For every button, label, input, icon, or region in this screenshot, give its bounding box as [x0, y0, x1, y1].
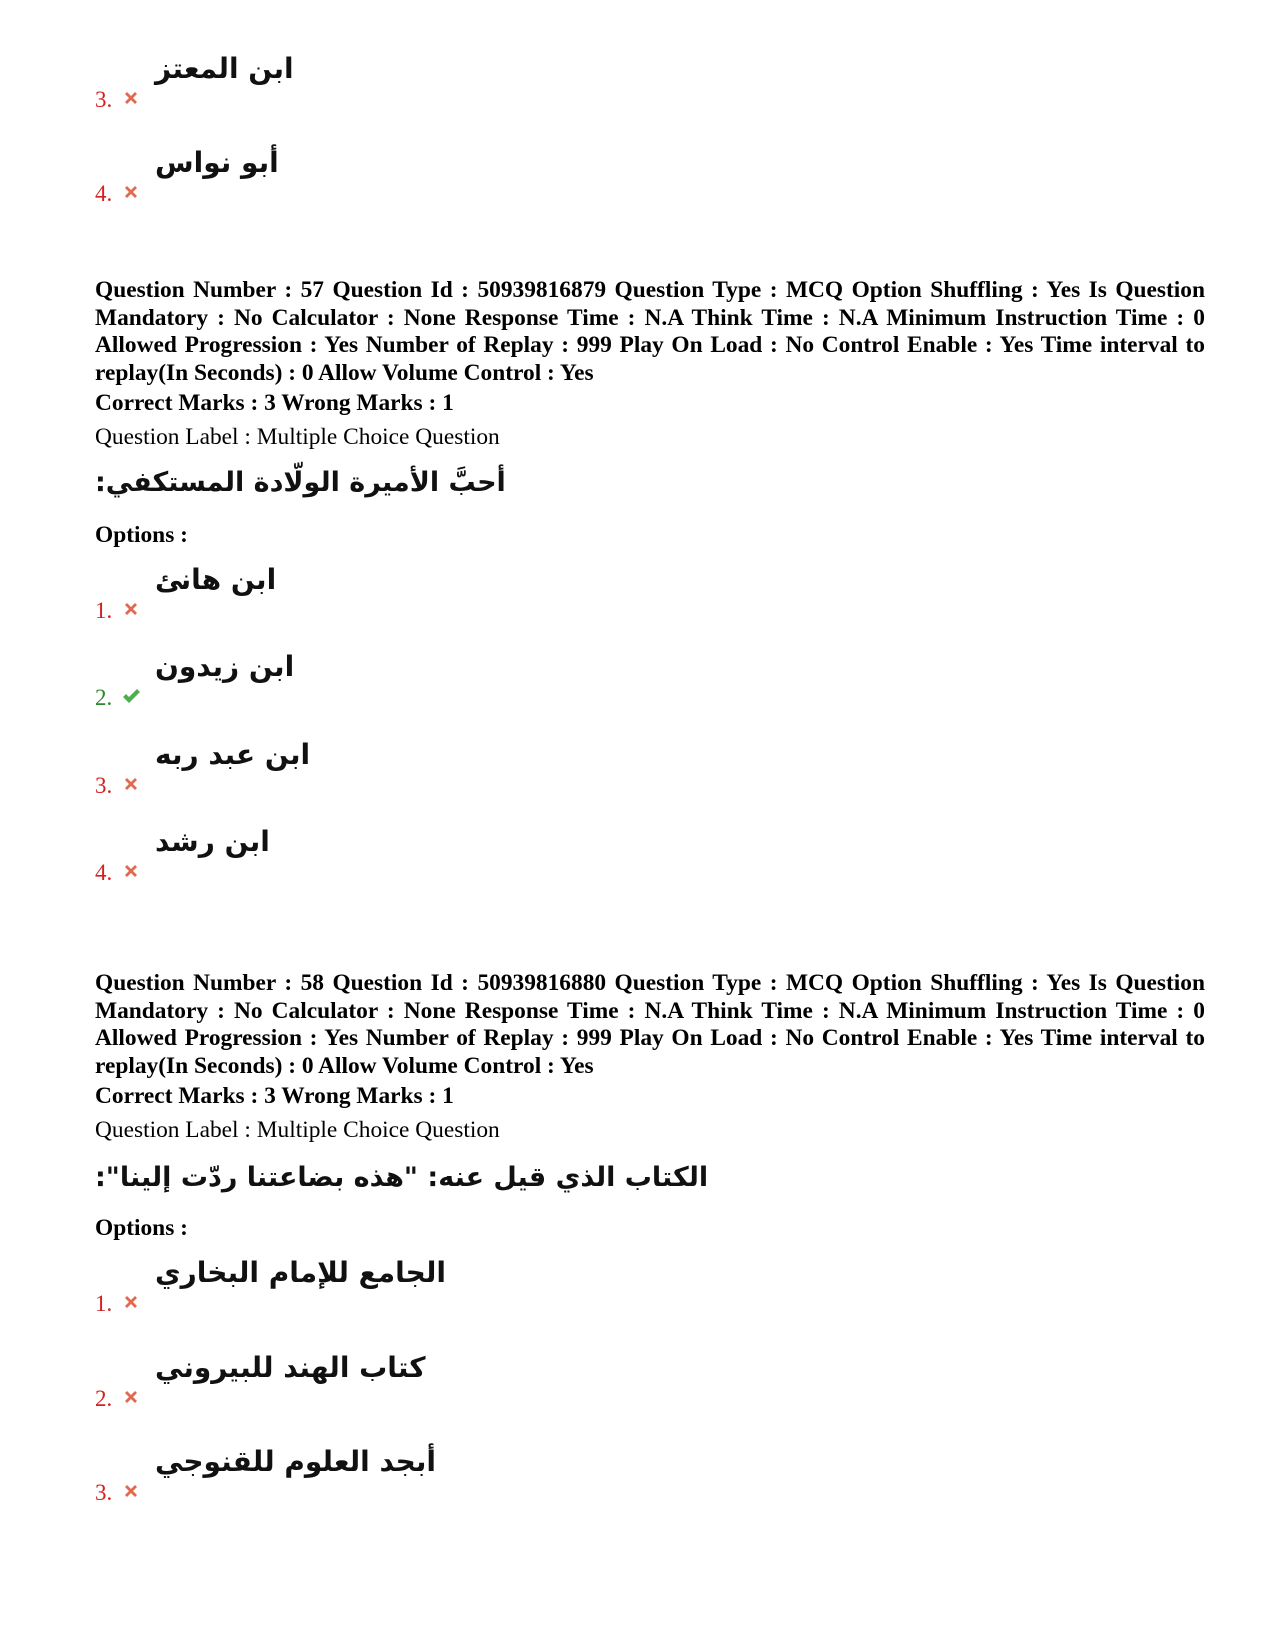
option-text: ابن عبد ربه	[155, 738, 311, 771]
question-text: أحبَّ الأميرة الولّادة المستكفي:	[95, 467, 506, 498]
option-item	[95, 1351, 795, 1411]
wrong-cross-icon	[121, 88, 141, 108]
option-text: ابن زيدون	[155, 650, 295, 683]
option-number: 3.	[95, 773, 113, 798]
option-number: 1.	[95, 1291, 113, 1316]
option-number: 2.	[95, 685, 113, 710]
wrong-cross-icon	[121, 1481, 141, 1501]
option-number: 3.	[95, 1480, 113, 1505]
options-heading: Options :	[95, 1215, 188, 1241]
option-text: أبو نواس	[155, 146, 279, 179]
correct-check-icon	[121, 686, 141, 706]
option-item	[95, 1445, 795, 1505]
option-text: الجامع للإمام البخاري	[155, 1256, 446, 1289]
option-text: ابن هانئ	[155, 563, 277, 596]
option-item	[95, 52, 795, 112]
option-text: ابن رشد	[155, 825, 270, 858]
wrong-cross-icon	[121, 1387, 141, 1407]
wrong-cross-icon	[121, 774, 141, 794]
wrong-cross-icon	[121, 861, 141, 881]
option-text: كتاب الهند للبيروني	[155, 1351, 426, 1384]
option-item	[95, 825, 795, 885]
option-item	[95, 1256, 795, 1316]
question-meta: Question Number : 58 Question Id : 50939816880 Question Type : MCQ Option Shuffling : Yes Is Question Mandatory : No Calculator : None Response Time : N.A Think Time : N.A Minimum Instruction Time : 0 Allowed Progression : Yes Number of Replay : 999 Play On Load : No Control Enable : Yes Time interval to replay(In Seconds) : 0 Allow Volume Control : Yes	[95, 970, 1205, 1079]
wrong-cross-icon	[121, 182, 141, 202]
option-item	[95, 738, 795, 798]
question-label: Question Label : Multiple Choice Question	[95, 1117, 500, 1143]
option-number: 1.	[95, 598, 113, 623]
options-heading: Options :	[95, 522, 188, 548]
option-item	[95, 563, 795, 623]
option-number: 4.	[95, 860, 113, 885]
option-text: ابن المعتز	[155, 52, 294, 85]
wrong-cross-icon	[121, 599, 141, 619]
question-meta: Question Number : 57 Question Id : 50939816879 Question Type : MCQ Option Shuffling : Yes Is Question Mandatory : No Calculator : None Response Time : N.A Think Time : N.A Minimum Instruction Time : 0 Allowed Progression : Yes Number of Replay : 999 Play On Load : No Control Enable : Yes Time interval to replay(In Seconds) : 0 Allow Volume Control : Yes	[95, 277, 1205, 386]
option-number: 3.	[95, 87, 113, 112]
option-item	[95, 146, 795, 206]
option-number: 4.	[95, 181, 113, 206]
question-label: Question Label : Multiple Choice Question	[95, 424, 500, 450]
question-text: الكتاب الذي قيل عنه: "هذه بضاعتنا ردّت إلينا":	[95, 1162, 709, 1193]
wrong-cross-icon	[121, 1292, 141, 1312]
question-marks: Correct Marks : 3 Wrong Marks : 1	[95, 1083, 454, 1109]
option-item	[95, 650, 795, 710]
question-marks: Correct Marks : 3 Wrong Marks : 1	[95, 390, 454, 416]
option-number: 2.	[95, 1386, 113, 1411]
option-text: أبجد العلوم للقنوجي	[155, 1445, 436, 1478]
